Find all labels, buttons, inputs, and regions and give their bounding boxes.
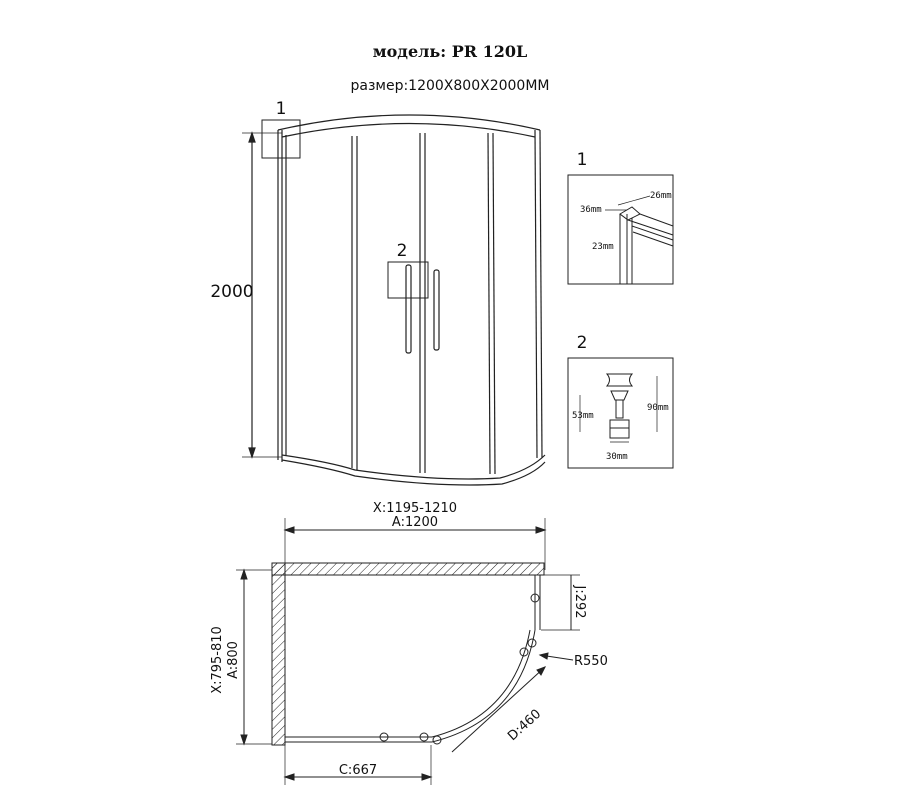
right-door-handle [434,270,439,350]
detail-2-dim-left: 53mm [572,411,594,421]
a-depth-label: A:800 [226,641,241,679]
knob-cap [607,374,632,386]
top-rail [278,115,540,130]
callout-number-2: 2 [396,241,408,261]
detail-2-number: 2 [576,333,588,353]
height-label: 2000 [210,282,254,302]
c-opening-label: C:667 [338,763,378,778]
left-door-handle [406,265,411,353]
callout-number-1: 1 [275,99,287,119]
plan-view [236,518,580,785]
d-opening-label: D:460 [505,706,545,745]
callout-box-1 [262,120,300,158]
radius-label: R550 [574,654,608,669]
detail-1-dim-mid: 23mm [592,242,614,252]
detail-2-dim-bottom: 30mm [606,452,628,462]
size-subtitle: размер:1200X800X2000MM [350,78,550,94]
side-wall [272,563,285,745]
a-width-label: A:1200 [391,515,439,530]
knob-base [610,420,629,438]
j-dim-label: J:292 [572,585,587,619]
detail-1-dim-top: 26mm [650,191,672,201]
callout-box-2 [388,262,428,298]
back-wall [272,563,544,575]
detail-2-dim-right: 90mm [647,403,669,413]
detail-1-dim-left: 36mm [580,205,602,215]
front-view [242,115,545,485]
x-depth-label: X:795-810 [210,626,225,694]
detail-1-number: 1 [576,150,588,170]
x-width-label: X:1195-1210 [372,501,458,516]
model-title: модель: PR 120L [372,42,528,61]
